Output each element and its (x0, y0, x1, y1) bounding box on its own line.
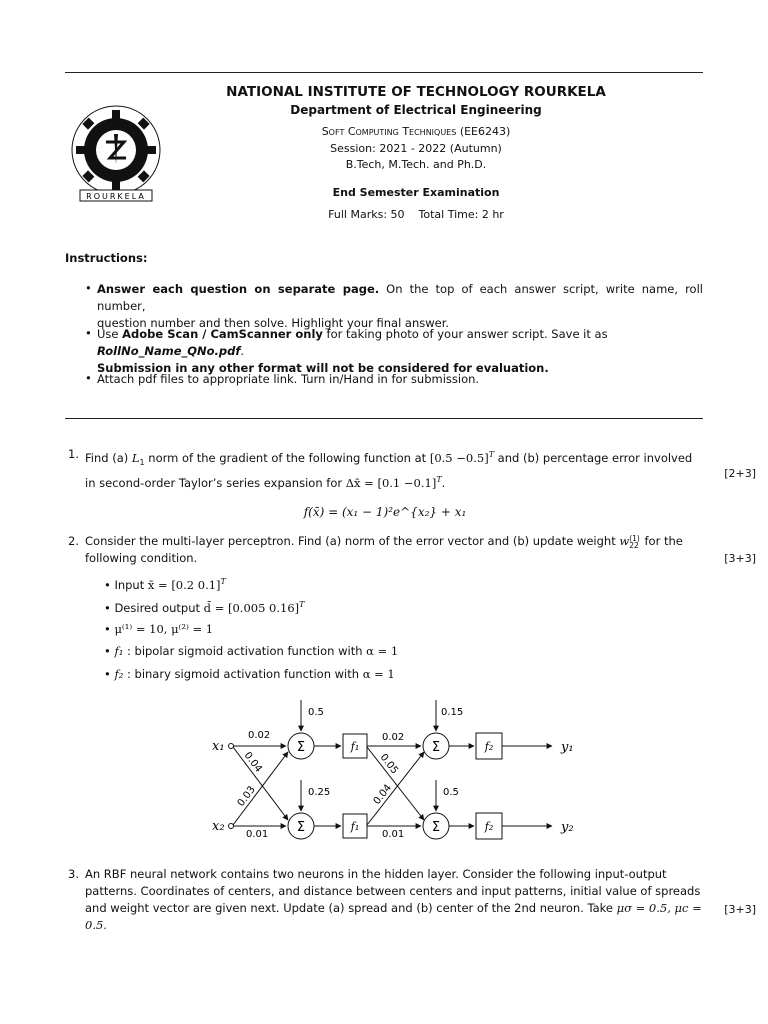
department-name: Department of Electrical Engineering (290, 103, 542, 117)
q2-text-part: Consider the multi-layer perceptron. Find (a) norm of the error vector and (b) update weight (85, 534, 620, 548)
divider-rule (65, 418, 703, 419)
q3-marks: [3+3] (724, 903, 756, 916)
instruction-2-filename: RollNo_Name_QNo.pdf (97, 344, 241, 358)
instruction-2-rest: for taking photo of your answer script. Save it as (322, 327, 608, 341)
instruction-2-pre: Use (97, 327, 123, 341)
bias-h2: 0.25 (308, 787, 331, 798)
marks-time (130, 208, 702, 221)
input-label-x2: x₂ (212, 819, 225, 834)
input-node-x1 (229, 744, 234, 749)
input-node-x2 (229, 824, 234, 829)
q2-bullet-desired: • Desired output d̄ = [0.005 0.16]$^T$ (104, 600, 305, 615)
q2-bullet-label: Desired output (114, 600, 204, 615)
q1-math-sup: T (488, 450, 495, 459)
q1-text-part: . (441, 475, 446, 490)
q2-weight-indices (629, 535, 640, 549)
logo-banner-text: ROURKELA (86, 192, 146, 201)
q1-number: 1. (68, 447, 79, 461)
q2-weight: w (619, 534, 630, 548)
instruction-1-line2: question number and then solve. Highlight your final answer. (97, 316, 450, 330)
q2-bullet-label: Input (114, 577, 148, 592)
bullet-dot: • (85, 326, 92, 340)
q2-bullet-f2: • f₂ : binary sigmoid activation function with α = 1 (104, 667, 395, 681)
q1-math-point: [0.5 −0.5] (429, 450, 489, 465)
q2-bullet-label: : bipolar sigmoid activation function with (123, 644, 367, 658)
q2-bullet-f1: • f₁ : bipolar sigmoid activation function with α = 1 (104, 644, 399, 658)
weight-x2-cross: 0.03 (235, 784, 258, 809)
weight-out-top-cross: 0.05 (377, 752, 401, 777)
q1-math-sub: 1 (139, 458, 145, 468)
q2-bullet-mu: • μ⁽¹⁾ = 10, μ⁽²⁾ = 1 (104, 622, 214, 636)
instruction-1-bold: Answer each question on separate page. (97, 282, 380, 296)
q3-text (85, 866, 705, 934)
q2-weight-sub: 22 (629, 540, 639, 550)
full-marks: Full Marks: 50 (328, 208, 405, 221)
f1-label: f₁ (350, 740, 360, 753)
q2-bullet-sup: T (299, 600, 305, 609)
instruction-item-1 (97, 281, 703, 332)
mlp-diagram (200, 692, 600, 852)
q2-text-part: following condition. (85, 551, 198, 565)
q2-bullet-math: α = 1 (362, 667, 395, 681)
q1-text-part: and (b) percentage error involved (494, 450, 693, 465)
weight-x2-bottom: 0.01 (246, 829, 269, 840)
instructions-title: Instructions: (65, 251, 148, 265)
sum-symbol: Σ (296, 740, 306, 755)
sum-symbol: Σ (431, 740, 441, 755)
bullet-dot: • (85, 281, 92, 295)
f1-label: f₁ (350, 820, 360, 833)
q2-number: 2. (68, 534, 79, 548)
q3-line3: and weight vector are given next. Update (a) spread and (b) center of the 2nd neuron. Take (85, 901, 617, 915)
input-label-x1: x₁ (212, 739, 225, 754)
weight-out-top: 0.02 (382, 732, 405, 743)
q2-text (85, 533, 705, 567)
sum-symbol: Σ (296, 820, 306, 835)
q1-marks: [2+3] (724, 467, 756, 480)
bias-h1: 0.5 (308, 707, 324, 718)
institute-name: NATIONAL INSTITUTE OF TECHNOLOGY ROURKELA (226, 84, 606, 100)
instruction-1-rest: On the top of each answer script, write name, roll number, (97, 282, 703, 313)
bias-o2: 0.5 (443, 787, 459, 798)
bias-o1: 0.15 (441, 707, 464, 718)
edge-h1-o2 (367, 747, 424, 820)
q3-number: 3. (68, 867, 79, 881)
session-text: Session: 2021 - 2022 (Autumn) (330, 142, 502, 155)
q2-text-part: for the (640, 534, 683, 548)
q1-math-sup: T (436, 475, 442, 485)
instruction-item-2 (97, 326, 707, 377)
output-label-y2: y₂ (561, 820, 574, 835)
q1-equation: f(x̄) = (x₁ − 1)²e^{x₂} + x₁ (303, 505, 467, 519)
q2-bullet-func: f₂ (114, 667, 124, 681)
sum-symbol: Σ (431, 820, 441, 835)
total-time: Total Time: 2 hr (418, 208, 504, 221)
q1-text-part: Find (a) (85, 450, 132, 465)
exam-title: End Semester Examination (332, 186, 500, 199)
q2-bullet-math: x̄ = [0.2 0.1] (147, 577, 221, 592)
q2-bullet-math: μ⁽¹⁾ = 10, μ⁽²⁾ = 1 (114, 622, 214, 636)
programs-text: B.Tech, M.Tech. and Ph.D. (345, 158, 487, 171)
output-label-y1: y₁ (561, 740, 574, 755)
weight-out-bottom-cross: 0.04 (371, 782, 395, 807)
f2-label: f₂ (484, 740, 494, 753)
q1-math-l: L (131, 450, 140, 465)
q2-weight-sup: (1) (629, 533, 640, 543)
q2-bullet-label: : binary sigmoid activation function with (123, 667, 363, 681)
q1-math-delta: Δx̄ = [0.1 −0.1] (345, 475, 437, 490)
instruction-2-bold: Adobe Scan / CamScanner only (122, 327, 323, 341)
q3-line2: patterns. Coordinates of centers, and distance between centers and input patterns, initial value of spreads (85, 884, 701, 898)
instruction-2-end: . (240, 344, 245, 358)
q2-marks: [3+3] (724, 552, 756, 565)
q2-bullet-sup: T (220, 577, 226, 586)
instruction-item-3: Attach pdf files to appropriate link. Turn in/Hand in for submission. (97, 372, 480, 386)
q1-text (85, 446, 705, 492)
top-rule (65, 72, 703, 73)
weight-out-bottom: 0.01 (382, 829, 405, 840)
q2-bullet-math: α = 1 (366, 644, 399, 658)
weight-x1-cross: 0.04 (241, 750, 264, 775)
instruction-2-line2: Submission in any other format will not be considered for evaluation. (97, 361, 549, 375)
q2-bullet-func: f₁ (114, 644, 124, 658)
edge-x1-s2 (233, 747, 288, 820)
q3-math: μσ = 0.5, μc = 0.5. (85, 901, 702, 932)
course-title: Soft Computing Techniques (EE6243) (321, 125, 511, 138)
f2-label: f₂ (484, 820, 494, 833)
q2-bullet-input: • Input x̄ = [0.2 0.1]$^T$ (104, 577, 226, 592)
q1-text-part: in second-order Taylor’s series expansion for (85, 475, 346, 490)
bullet-dot: • (85, 371, 92, 385)
q2-bullet-math: d̄ = [0.005 0.16] (203, 600, 300, 615)
q3-line1: An RBF neural network contains two neurons in the hidden layer. Consider the following input-output (85, 867, 667, 881)
weight-x1-top: 0.02 (248, 730, 271, 741)
q1-text-part: norm of the gradient of the following function at (144, 450, 430, 465)
